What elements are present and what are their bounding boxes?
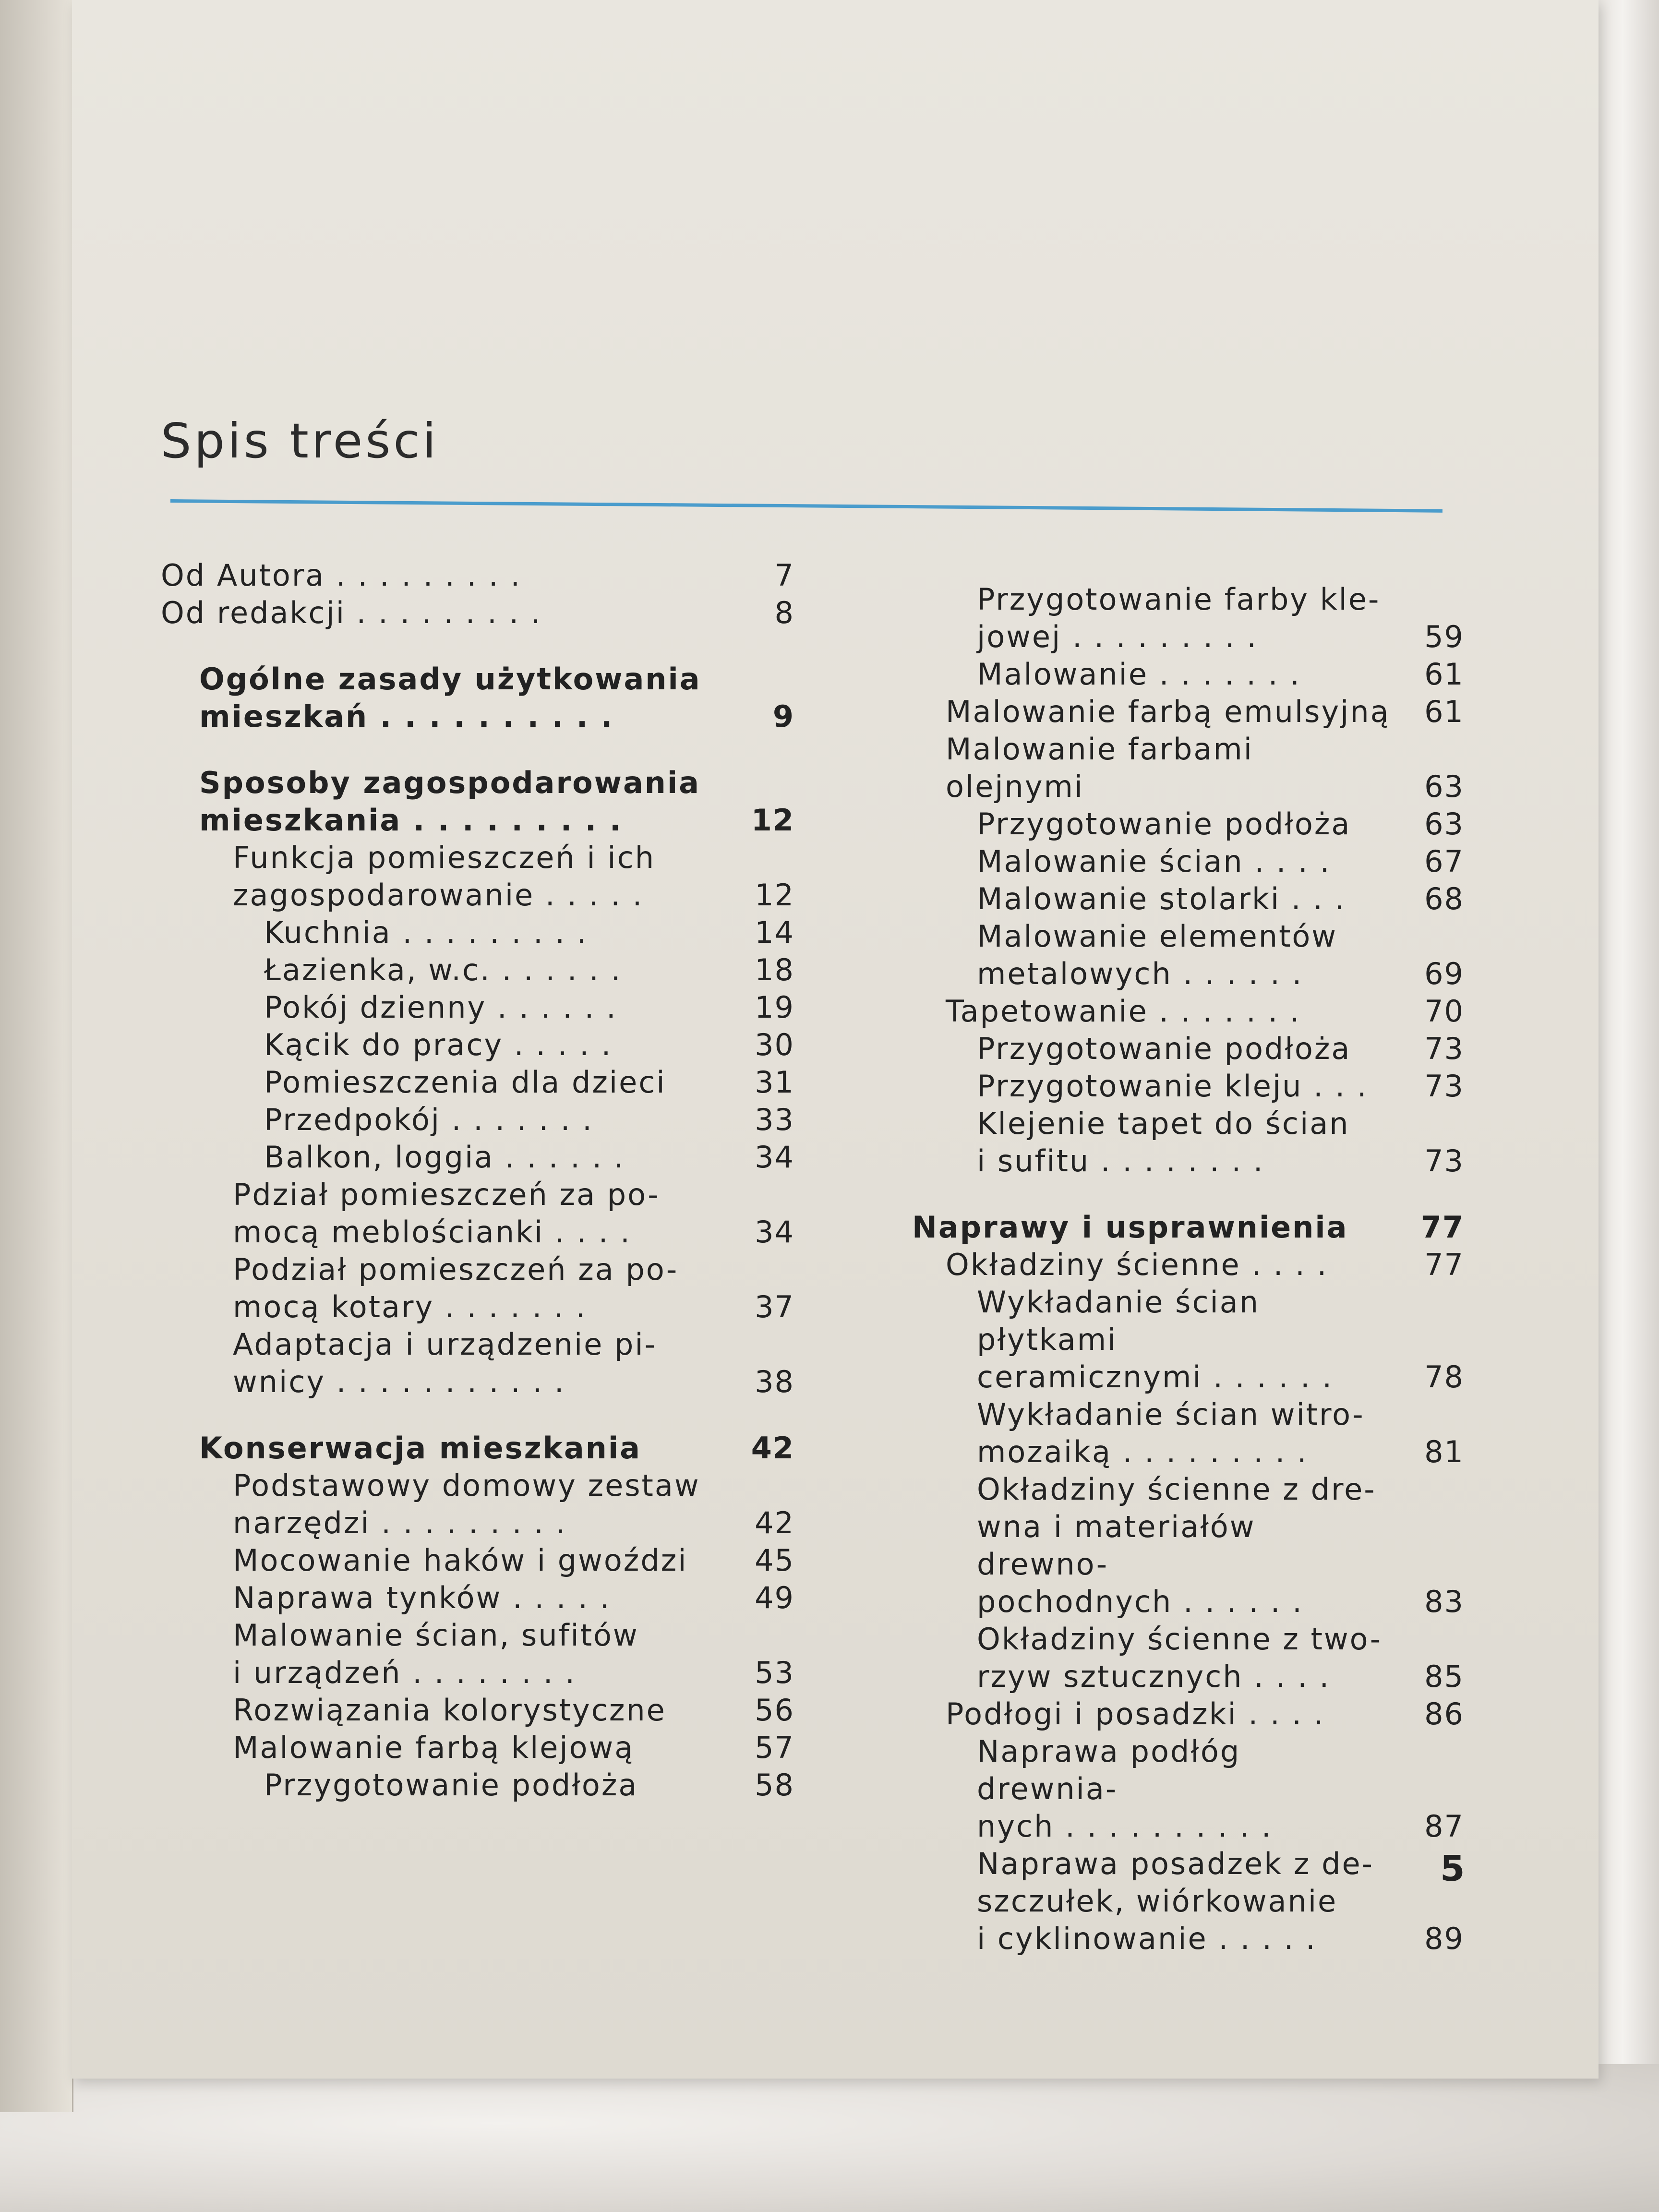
toc-entry-page: 87 [1424,1809,1464,1844]
toc-entry-page: 49 [755,1580,794,1615]
toc-column-right [874,581,1464,1958]
toc-entry [161,764,794,839]
toc-entry [874,731,1464,805]
toc-entry-page: 30 [755,1027,794,1062]
toc-entry [874,1695,1464,1733]
toc-entry-page: 45 [755,1543,794,1578]
toc-entry-title: Konserwacja mieszkania [199,1431,641,1466]
toc-entry-page: 70 [1424,994,1464,1029]
toc-entry-title: Wykładanie ścian płytkami ceramicznymi . . . . . . [977,1285,1334,1395]
toc-entry [161,1767,794,1804]
toc-entry-title: Adaptacja i urządzenie pi- wnicy . . . . . . . . . . . [233,1327,657,1399]
couch-background-bottom [0,2064,1659,2212]
toc-entry-title: Malowanie ścian, sufitów i urządzeń . . . . . . . . [233,1618,639,1690]
toc-entry-page: 78 [1424,1359,1464,1395]
toc-entry-title: Malowanie ścian . . . . [977,844,1331,879]
toc-entry-page: 83 [1424,1584,1464,1619]
toc-entry-page: 73 [1424,1069,1464,1104]
toc-entry [161,594,794,632]
toc-entry [161,1026,794,1064]
toc-entry-page: 37 [755,1289,794,1324]
toc-entry-title: Przygotowanie farby kle- jowej . . . . . . . . . [977,582,1381,654]
toc-entry-page: 12 [751,803,794,838]
toc-entry-page: 68 [1424,881,1464,916]
toc-entry [874,1471,1464,1621]
toc-entry [874,1621,1464,1695]
toc-entry [161,1692,794,1729]
page-title: Spis treści [161,413,439,469]
toc-entry-title: Naprawa posadzek z de- szczułek, wiórkowanie i cyklinowanie . . . . . [977,1846,1374,1956]
toc-entry-title: Przygotowanie kleju . . . [977,1069,1368,1104]
toc-entry-page: 8 [774,595,794,630]
toc-entry [874,1396,1464,1471]
toc-entry-page: 63 [1424,769,1464,804]
toc-entry-title: Malowanie farbą emulsyjną [946,694,1390,729]
toc-entry-title: Tapetowanie . . . . . . . [946,994,1301,1029]
toc-entry-page: 69 [1424,956,1464,991]
toc-entry-title: Przedpokój . . . . . . . [264,1102,593,1137]
toc-entry-page: 61 [1424,694,1464,729]
toc-entry-page: 77 [1424,1247,1464,1282]
toc-entry [161,1176,794,1251]
toc-entry-title: Przygotowanie podłoża [977,806,1351,842]
toc-entry [161,989,794,1026]
toc-entry [874,1105,1464,1180]
toc-entry-title: Rozwiązania kolorystyczne [233,1693,666,1728]
couch-background-right [1599,0,1659,2212]
toc-entry-page: 73 [1424,1031,1464,1066]
toc-entry [874,1284,1464,1396]
toc-entry-page: 57 [755,1730,794,1765]
toc-entry-title: Balkon, loggia . . . . . . [264,1140,625,1175]
toc-entry-title: Ogólne zasady użytkowania mieszkań . . . . . . . . . . [199,661,701,734]
toc-entry [161,1729,794,1767]
toc-entry-page: 63 [1424,806,1464,842]
toc-entry [161,1064,794,1101]
toc-entry-page: 81 [1424,1434,1464,1469]
toc-entry-title: Kuchnia . . . . . . . . . [264,915,588,950]
toc-entry [874,581,1464,656]
toc-entry-page: 19 [755,990,794,1025]
toc-entry [161,661,794,735]
toc-entry-title: Klejenie tapet do ścian i sufitu . . . . . . . . [977,1106,1350,1178]
toc-entry [161,1326,794,1401]
toc-entry [161,1251,794,1326]
toc-entry-title: Podstawowy domowy zestaw narzędzi . . . . . . . . . [233,1468,700,1540]
toc-entry-title: Pokój dzienny . . . . . . [264,990,617,1025]
toc-entry [874,1068,1464,1105]
toc-entry [874,693,1464,731]
toc-entry-page: 85 [1424,1659,1464,1694]
toc-entry-title: Pomieszczenia dla dzieci [264,1065,666,1100]
toc-entry-page: 42 [755,1505,794,1540]
toc-entry [874,880,1464,918]
toc-entry [874,805,1464,843]
toc-entry-title: Pdział pomieszczeń za po- mocą meblościanki . . . . [233,1177,660,1250]
toc-entry-page: 56 [755,1693,794,1728]
toc-entry-title: Podłogi i posadzki . . . . [946,1696,1325,1731]
toc-entry-page: 42 [751,1431,794,1466]
toc-entry-page: 33 [755,1102,794,1137]
toc-entry [161,1139,794,1176]
toc-entry-page: 89 [1424,1921,1464,1956]
toc-entry-title: Malowanie farbami olejnymi [946,732,1253,804]
toc-entry [874,993,1464,1030]
toc-entry-title: Naprawa tynków . . . . . [233,1580,611,1615]
toc-entry [161,1467,794,1542]
toc-entry [161,1430,794,1467]
toc-entry-title: Sposoby zagospodarowania mieszkania . . . . . . . . . [199,765,701,838]
toc-entry-page: 31 [755,1065,794,1100]
toc-entry-title: Okładziny ścienne z dre- wna i materiałów drewno- pochodnych . . . . . . [977,1472,1376,1619]
toc-entry [161,951,794,989]
toc-entry-title: Okładziny ścienne z two- rzyw sztucznych . . . . [977,1622,1382,1694]
toc-entry-page: 18 [755,952,794,987]
toc-entry-title: Funkcja pomieszczeń i ich zagospodarowanie . . . . . [233,840,656,913]
toc-entry [874,1845,1464,1958]
toc-entry [161,914,794,951]
toc-entry [874,1246,1464,1284]
toc-entry-title: Naprawa podłóg drewnia- nych . . . . . . . . . . [977,1734,1273,1844]
toc-entry-page: 77 [1420,1210,1464,1245]
page-number: 5 [1440,1848,1465,1889]
toc-entry-title: Przygotowanie podłoża [977,1031,1351,1066]
toc-entry-title: Od Autora . . . . . . . . . [161,558,522,593]
toc-entry [161,1542,794,1579]
toc-entry [874,843,1464,880]
toc-entry-title: Okładziny ścienne . . . . [946,1247,1328,1282]
toc-entry-page: 67 [1424,844,1464,879]
toc-entry [161,1579,794,1617]
toc-entry-title: Malowanie . . . . . . . [977,657,1301,692]
toc-entry-title: Wykładanie ścian witro- mozaiką . . . . . . . . . [977,1397,1365,1469]
toc-entry-title: Przygotowanie podłoża [264,1767,638,1803]
toc-entry [874,918,1464,993]
toc-entry-page: 53 [755,1655,794,1690]
toc-entry [874,1030,1464,1068]
left-page-edge [0,0,73,2112]
toc-entry [874,1209,1464,1246]
toc-entry-title: Malowanie stolarki . . . [977,881,1346,916]
toc-entry-page: 73 [1424,1143,1464,1178]
toc-entry-page: 38 [755,1364,794,1399]
toc-entry-title: Malowanie elementów metalowych . . . . . . [977,919,1338,991]
toc-entry-title: Podział pomieszczeń za po- mocą kotary . . . . . . . [233,1252,679,1324]
toc-entry-page: 7 [774,558,794,593]
toc-entry-page: 58 [755,1767,794,1803]
toc-entry [874,656,1464,693]
toc-entry-page: 59 [1424,619,1464,654]
toc-entry-page: 12 [755,878,794,913]
toc-entry [161,1617,794,1692]
toc-entry-title: Naprawy i usprawnienia [912,1210,1348,1245]
toc-entry-title: Kącik do pracy . . . . . [264,1027,613,1062]
toc-column-left [161,557,794,1804]
toc-entry-title: Od redakcji . . . . . . . . . [161,595,542,630]
toc-entry-page: 9 [772,699,794,734]
toc-entry-title: Malowanie farbą klejową [233,1730,635,1765]
toc-entry-title: Mocowanie haków i gwoździ [233,1543,688,1578]
toc-entry-title: Łazienka, w.c. . . . . . . [264,952,622,987]
toc-entry [161,557,794,594]
toc-entry-page: 86 [1424,1696,1464,1731]
toc-entry [161,1101,794,1139]
toc-entry-page: 34 [755,1214,794,1250]
toc-entry-page: 34 [755,1140,794,1175]
toc-entry-page: 61 [1424,657,1464,692]
toc-entry [161,839,794,914]
toc-entry-page: 14 [755,915,794,950]
toc-entry [874,1733,1464,1845]
